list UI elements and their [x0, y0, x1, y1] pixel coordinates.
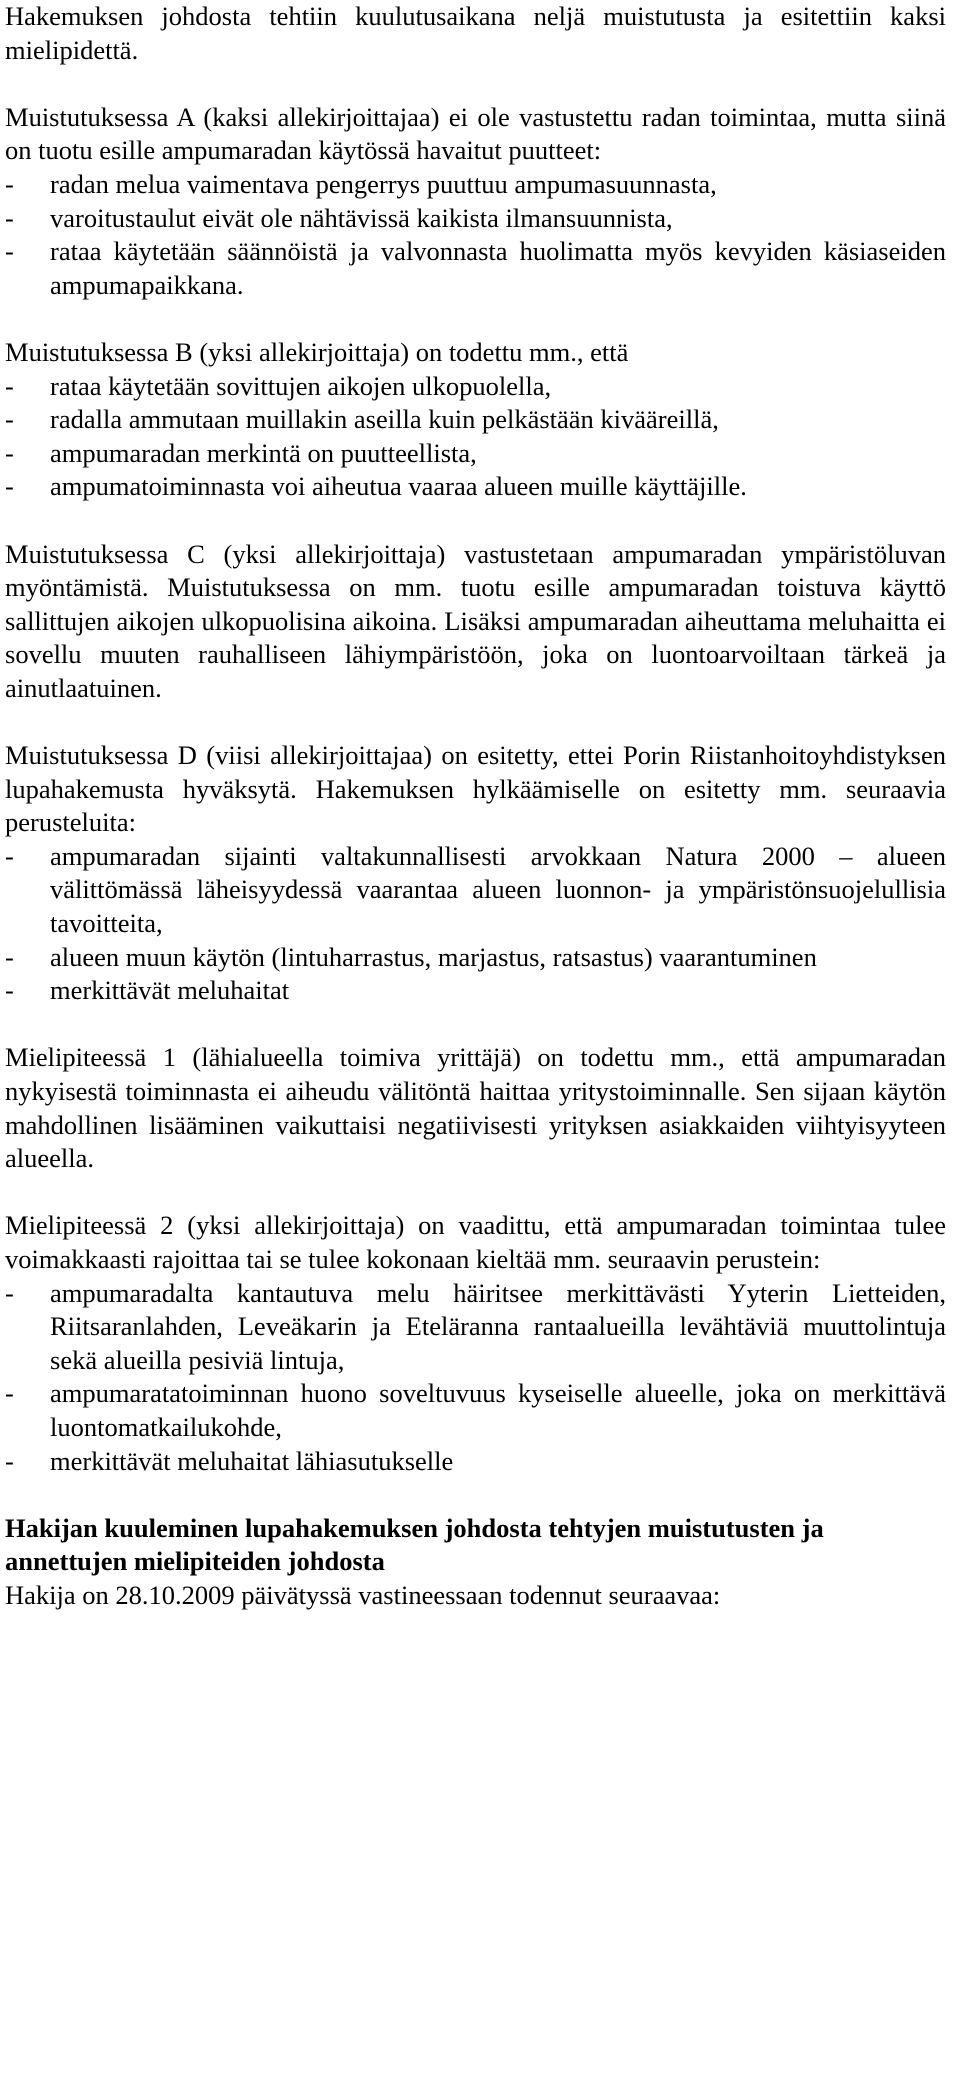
intro-paragraph: Hakemuksen johdosta tehtiin kuulutusaikana neljä muistutusta ja esitettiin kaksi mielipidettä. [5, 1, 946, 65]
list-item: - radalla ammutaan muillakin aseilla kuin pelkästään kivääreillä, [5, 403, 946, 437]
statement-d-list [5, 840, 946, 1008]
statement-d [5, 739, 946, 1008]
list-item: - ampumaratatoiminnan huono soveltuvuus kyseiselle alueelle, joka on merkittävä luontomatkailukohde, [5, 1377, 946, 1444]
statement-a-text: Muistutuksessa A (kaksi allekirjoittajaa) ei ole vastustettu radan toimintaa, mutta siinä on tuotu esille ampumaradan käytössä havaitut puutteet: [5, 101, 946, 166]
list-item: - ampumaradan merkintä on puutteellista, [5, 437, 946, 471]
list-item: - merkittävät meluhaitat lähiasutukselle [5, 1445, 946, 1479]
list-item: - ampumatoiminnasta voi aiheutua vaaraa alueen muille käyttäjille. [5, 470, 946, 504]
closing-paragraph: Hakija on 28.10.2009 päivätyssä vastineessaan todennut seuraavaa: [5, 1579, 721, 1610]
statement-b-list [5, 370, 946, 504]
opinion-2-list [5, 1277, 946, 1479]
statement-b-text: Muistutuksessa B (yksi allekirjoittaja) on todettu mm., että [5, 336, 629, 367]
statement-a [5, 101, 946, 303]
statement-a-list [5, 168, 946, 302]
list-item: - merkittävät meluhaitat [5, 974, 946, 1008]
statement-c-text: Muistutuksessa C (yksi allekirjoittaja) vastustetaan ampumaradan ympäristöluvan myöntämistä. Muistutuksessa on mm. tuotu esille ampumaradan toistuva käyttö sallittujen aikojen ulkopuolisina aikoina. Lisäksi ampumaradan aiheuttama meluhaitta ei sovellu muuten rauhalliseen lähiympäristöön, joka on luontoarvoiltaan tärkeä ja ainutlaatuinen. [5, 538, 946, 703]
list-item: - ampumaradalta kantautuva melu häiritsee merkittävästi Yyterin Lietteiden, Riitsaranlahden, Leveäkarin ja Eteläranna rantaalueilla levähtäviä muuttolintuja sekä alueilla pesiviä lintuja, [5, 1277, 946, 1378]
opinion-2-text: Mielipiteessä 2 (yksi allekirjoittaja) on vaadittu, että ampumaradan toimintaa tulee voimakkaasti rajoittaa tai se tulee kokonaan kieltää mm. seuraavin perustein: [5, 1210, 946, 1274]
list-item: - rataa käytetään säännöistä ja valvonnasta huolimatta myös kevyiden käsiaseiden ampumapaikkana. [5, 235, 946, 302]
section-heading: Hakijan kuuleminen lupahakemuksen johdosta tehtyjen muistutusten ja annettujen mielipiteiden johdosta [5, 1512, 824, 1577]
statement-b [5, 336, 946, 504]
list-item: - varoitustaulut eivät ole nähtävissä kaikista ilmansuunnista, [5, 202, 946, 236]
list-item: - alueen muun käytön (lintuharrastus, marjastus, ratsastus) vaarantuminen [5, 941, 946, 975]
statement-d-text: Muistutuksessa D (viisi allekirjoittajaa) on esitetty, ettei Porin Riistanhoitoyhdistyksen lupahakemusta hyväksytä. Hakemuksen hylkäämiselle on esitetty mm. seuraavia perusteluita: [5, 740, 946, 838]
list-item: - radan melua vaimentava pengerrys puuttuu ampumasuunnasta, [5, 168, 946, 202]
list-item: - rataa käytetään sovittujen aikojen ulkopuolella, [5, 370, 946, 404]
list-item: - ampumaradan sijainti valtakunnallisesti arvokkaan Natura 2000 – alueen välittömässä läheisyydessä vaarantaa alueen luonnon- ja ympäristönsuojelullisia tavoitteita, [5, 840, 946, 941]
opinion-1-text: Mielipiteessä 1 (lähialueella toimiva yrittäjä) on todettu mm., että ampumaradan nykyisestä toiminnasta ei aiheudu välitöntä haittaa yritystoiminnalle. Sen sijaan käytön mahdollinen lisääminen vaikuttaisi negatiivisesti yrityksen asiakkaiden viihtyisyyteen alueella. [5, 1042, 946, 1174]
